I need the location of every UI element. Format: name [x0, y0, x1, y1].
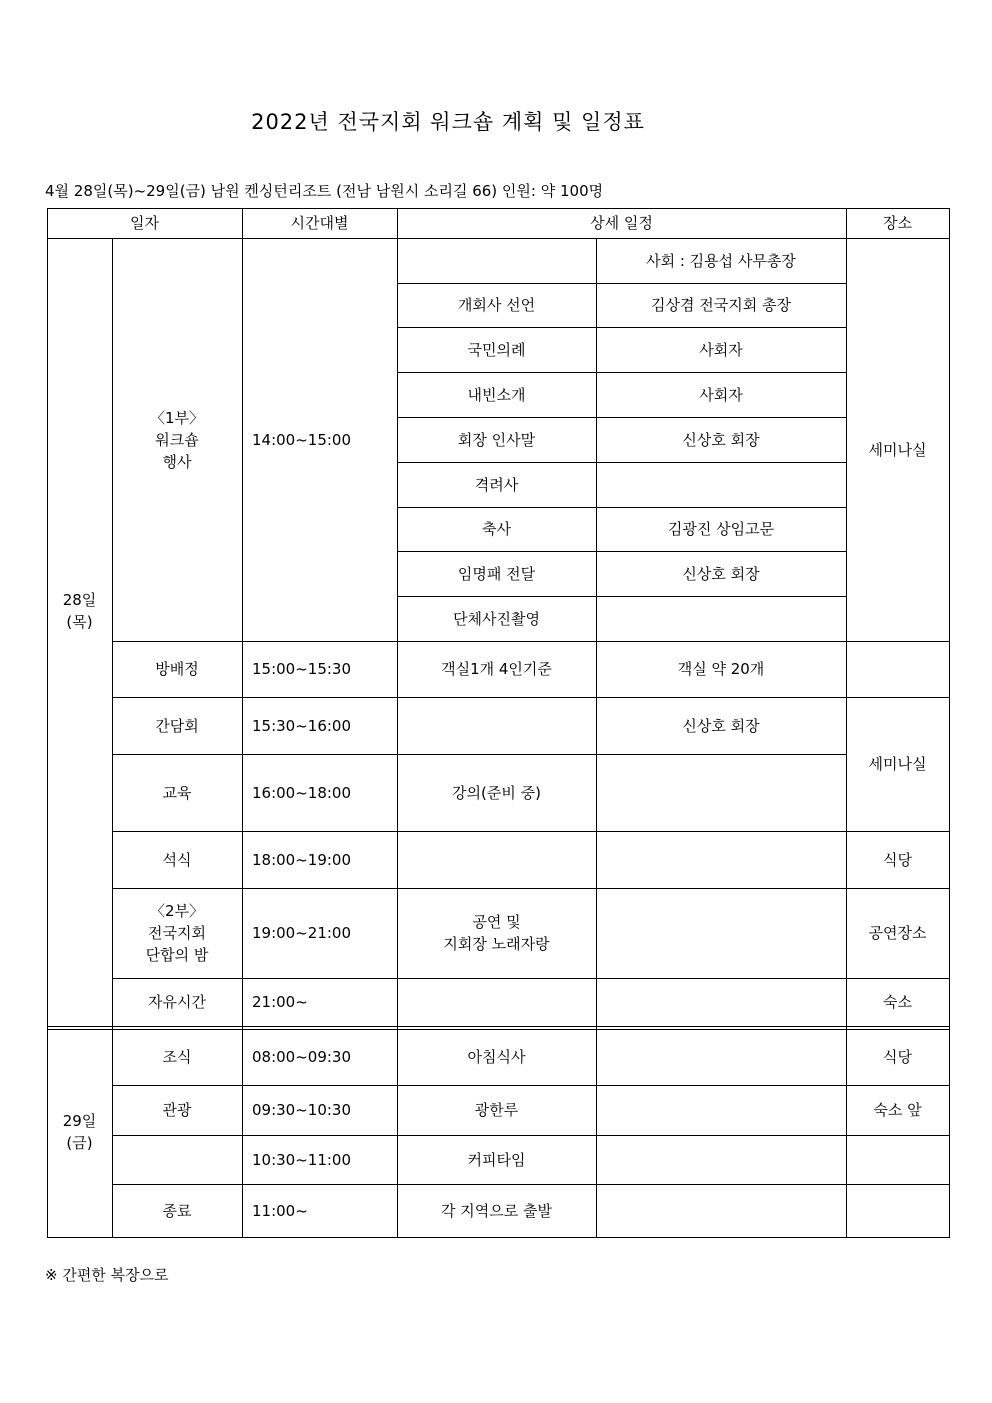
schedule-event: 각 지역으로 출발 — [441, 1201, 552, 1220]
schedule-event — [397, 697, 596, 754]
schedule-name: 석식 — [162, 850, 192, 869]
program-event — [397, 238, 596, 283]
table-left-border — [47, 208, 48, 1238]
event-info: 4월 28일(목)~29일(금) 남원 켄싱턴리조트 (전남 남원시 소리길 66) 인원: 약 100명 — [45, 182, 604, 200]
schedule-place — [846, 1184, 949, 1237]
schedule-person — [596, 1135, 846, 1184]
schedule-place: 식당 — [883, 850, 912, 869]
program-person — [596, 462, 846, 507]
program-person — [596, 596, 846, 641]
table-right-border — [949, 208, 950, 1238]
schedule-place — [846, 1135, 949, 1184]
part2-name-line: 전국지회 — [148, 924, 206, 942]
program-event: 격려사 — [474, 475, 519, 494]
day-divider-line-1 — [47, 1026, 950, 1027]
day1-label — [47, 588, 112, 634]
schedule-time: 10:30~11:00 — [252, 1150, 352, 1169]
schedule-name: 조식 — [162, 1048, 192, 1066]
schedule-time: 18:00~19:00 — [252, 850, 352, 869]
schedule-event: 아침식사 — [467, 1048, 526, 1066]
program-event: 국민의례 — [467, 340, 526, 359]
header-place: 장소 — [883, 214, 912, 232]
part2-name-line: 〈2부〉 — [149, 902, 205, 920]
merged-place: 세미나실 — [868, 755, 927, 773]
program-person: 사회자 — [699, 340, 743, 359]
program-event: 단체사진촬영 — [453, 609, 540, 628]
day1-weekday: (목) — [66, 613, 93, 631]
part1-name — [112, 238, 242, 641]
day2-weekday: (금) — [66, 1134, 93, 1152]
day1-date: 28일 — [62, 591, 97, 609]
part2-name-line: 단합의 밤 — [145, 946, 209, 964]
program-event: 임명패 전달 — [457, 564, 536, 583]
event-line: 지회장 노래자랑 — [443, 935, 550, 953]
program-person: 김광진 상임고문 — [667, 520, 775, 538]
schedule-name: 방배정 — [155, 660, 199, 678]
schedule-time: 16:00~18:00 — [252, 783, 352, 802]
schedule-name: 교육 — [162, 783, 192, 802]
schedule-time: 21:00~ — [252, 993, 308, 1011]
part2-name — [112, 888, 242, 978]
schedule-time: 08:00~09:30 — [252, 1048, 352, 1066]
schedule-person: 객실 약 20개 — [677, 660, 765, 678]
schedule-person — [596, 1085, 846, 1135]
schedule-person — [596, 754, 846, 831]
schedule-person — [596, 888, 846, 978]
part1-name-line: 행사 — [162, 452, 192, 471]
schedule-place: 식당 — [883, 1048, 912, 1066]
schedule-time: 15:30~16:00 — [252, 716, 352, 735]
schedule-time: 09:30~10:30 — [252, 1101, 352, 1119]
part1-name-line: 〈1부〉 — [149, 408, 205, 427]
schedule-time: 15:00~15:30 — [252, 660, 352, 678]
day2-date: 29일 — [62, 1112, 97, 1130]
program-person: 신상호 회장 — [682, 430, 760, 449]
program-event: 축사 — [482, 520, 511, 538]
schedule-event: 강의(준비 중) — [452, 783, 541, 802]
schedule-person — [596, 978, 846, 1026]
schedule-name — [112, 1135, 242, 1184]
program-person: 사회 : 김용섭 사무총장 — [646, 251, 796, 270]
schedule-name: 관광 — [162, 1101, 192, 1119]
header-time: 시간대별 — [290, 214, 349, 232]
day2-label — [47, 1109, 112, 1155]
program-event: 회장 인사말 — [457, 430, 536, 449]
program-person: 김상겸 전국지회 총장 — [651, 296, 791, 314]
schedule-time: 19:00~21:00 — [252, 924, 352, 942]
program-person: 신상호 회장 — [682, 564, 760, 583]
header-date: 일자 — [130, 214, 159, 232]
schedule-event — [397, 978, 596, 1026]
schedule-name: 간담회 — [155, 716, 199, 735]
schedule-time: 11:00~ — [252, 1201, 308, 1220]
part1-place: 세미나실 — [868, 440, 927, 459]
program-event: 개회사 선언 — [457, 296, 536, 314]
header-detail: 상세 일정 — [590, 214, 653, 232]
schedule-name: 자유시간 — [148, 993, 206, 1011]
schedule-person: 신상호 회장 — [682, 716, 760, 735]
program-event: 내빈소개 — [467, 385, 526, 404]
schedule-person — [596, 831, 846, 888]
schedule-event — [397, 831, 596, 888]
table-bottom-border — [47, 1237, 950, 1238]
schedule-place: 공연장소 — [868, 924, 927, 942]
schedule-event — [397, 888, 596, 978]
page-title: 2022년 전국지회 워크숍 계획 및 일정표 — [251, 110, 645, 134]
schedule-event: 커피타임 — [467, 1150, 526, 1169]
schedule-event: 객실1개 4인기준 — [441, 660, 552, 678]
schedule-event: 광한루 — [474, 1101, 519, 1119]
schedule-place: 숙소 앞 — [873, 1101, 922, 1119]
event-line: 공연 및 — [472, 913, 521, 931]
dress-code-note: ※ 간편한 복장으로 — [45, 1266, 169, 1284]
schedule-place: 숙소 — [883, 993, 912, 1011]
schedule-person — [596, 1184, 846, 1237]
program-person: 사회자 — [699, 385, 743, 404]
schedule-person — [596, 1029, 846, 1085]
part1-name-line: 워크숍 — [155, 430, 199, 449]
part1-time: 14:00~15:00 — [252, 430, 352, 449]
schedule-name: 종료 — [162, 1201, 192, 1220]
